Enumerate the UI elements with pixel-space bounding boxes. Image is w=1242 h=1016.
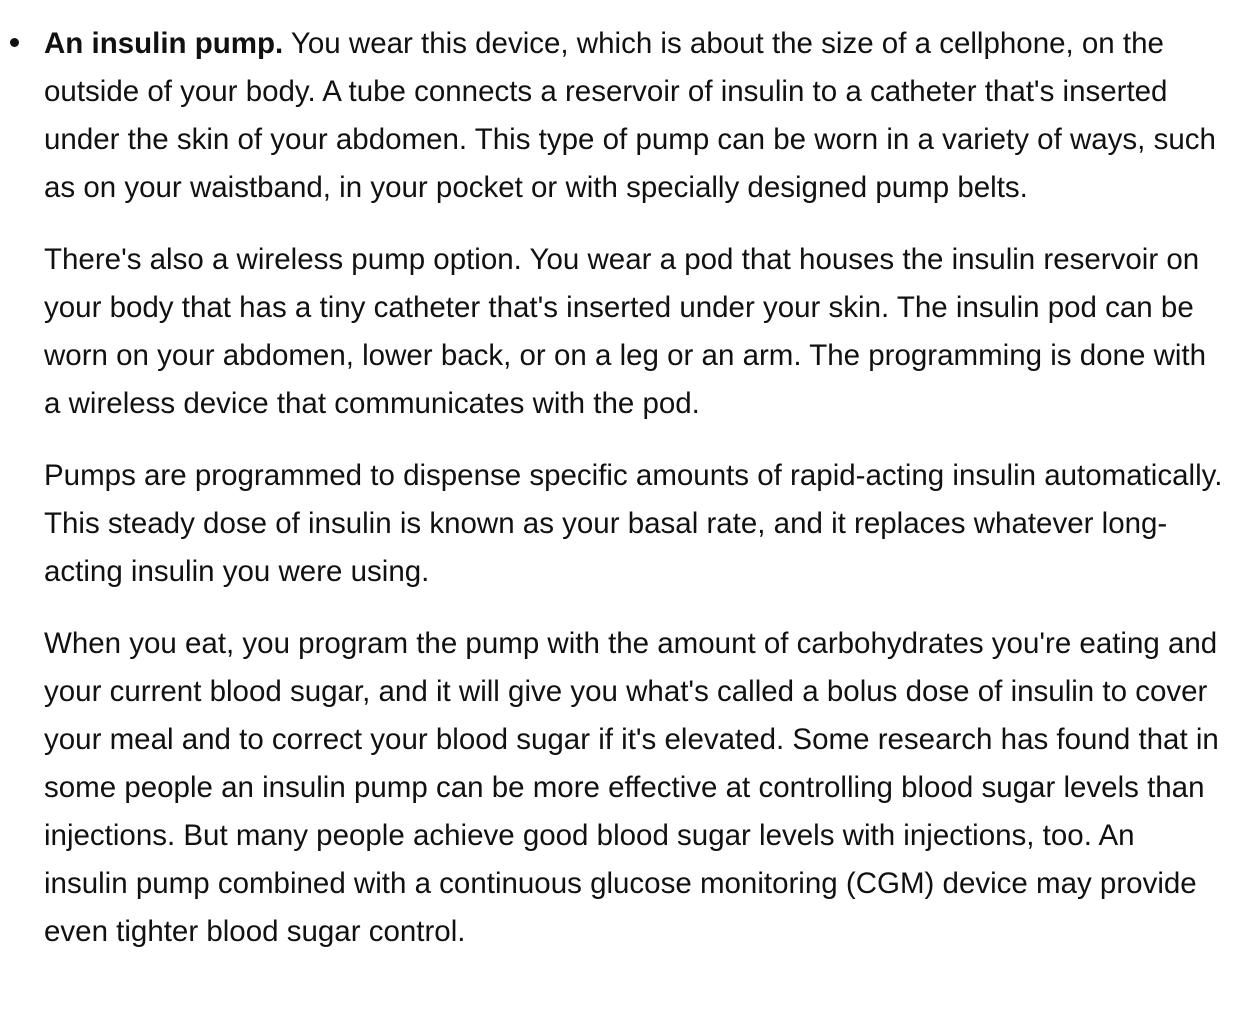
paragraph-intro	[44, 20, 1226, 212]
lead-term: An insulin pump.	[44, 27, 284, 60]
intro-text: You wear this device, which is about the size of a cellphone, on the outside of your body. A tube connects a reservoir of insulin to a catheter that's inserted under the skin of your abdomen. This type of pump can be worn in a variety of ways, such as on your waistband, in your pocket or with specially designed pump belts.	[44, 27, 1216, 204]
paragraph-basal-rate: Pumps are programmed to dispense specific amounts of rapid-acting insulin automatically. This steady dose of insulin is known as your basal rate, and it replaces whatever long-acting insulin you were using.	[44, 459, 1223, 588]
paragraph-wireless: There's also a wireless pump option. You wear a pod that houses the insulin reservoir on your body that has a tiny catheter that's inserted under your skin. The insulin pod can be worn on your abdomen, lower back, or on a leg or an arm. The programming is done with a wireless device that communicates with the pod.	[44, 243, 1207, 420]
bullet-icon	[10, 38, 19, 47]
paragraph-bolus-dose: When you eat, you program the pump with the amount of carbohydrates you're eating and your current blood sugar, and it will give you what's called a bolus dose of insulin to cover your meal and to correct your blood sugar if it's elevated. Some research has found that in some people an insulin pump can be more effective at controlling blood sugar levels than injections. But many people achieve good blood sugar levels with injections, too. An insulin pump combined with a continuous glucose monitoring (CGM) device may provide even tighter blood sugar control.	[44, 627, 1219, 948]
